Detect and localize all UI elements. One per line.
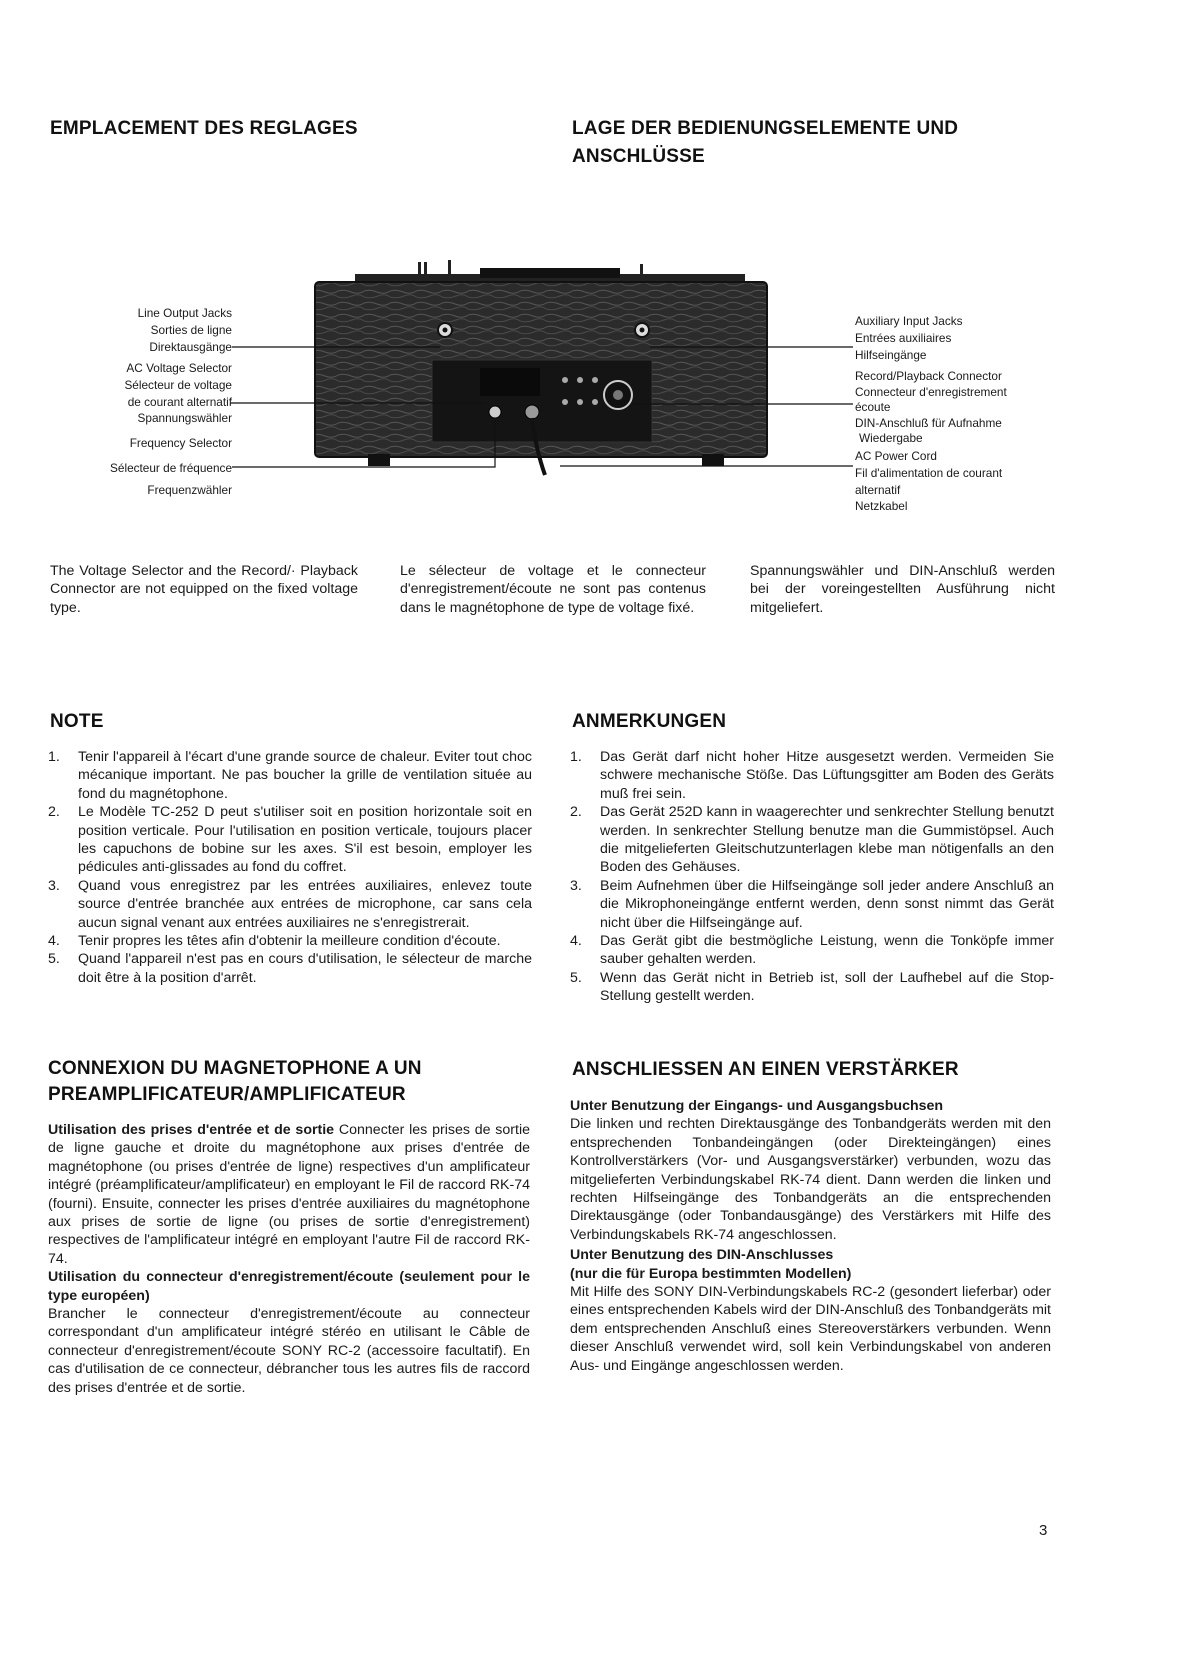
connexion-section-fr <box>48 1121 530 1397</box>
reel-spindle <box>424 262 427 276</box>
cabinet-foot <box>702 454 724 466</box>
heading-connexion-line2: PREAMPLIFICATEUR/AMPLIFICATEUR <box>48 1084 406 1105</box>
heading-anmerkungen: ANMERKUNGEN <box>572 711 727 732</box>
heading-connexion-line1: CONNEXION DU MAGNETOPHONE A UN <box>48 1058 422 1079</box>
list-item: 5. Quand l'appareil n'est pas en cours d'utilisation, le sélecteur de marche doit être à la position d'arrêt. <box>48 951 532 986</box>
page-number: 3 <box>1039 1522 1048 1539</box>
list-item: 4. Tenir propres les têtes afin d'obtenir la meilleure condition d'écoute. <box>48 933 501 950</box>
heading-lage-line2: ANSCHLÜSSE <box>572 146 705 167</box>
anschliessen-subheading-2: Unter Benutzung des DIN-Anschlusses <box>570 1247 834 1264</box>
label-frequency-selector-fr: Sélecteur de fréquence <box>110 461 232 475</box>
label-frequency-selector-en: Frequency Selector <box>129 436 232 450</box>
voltage-selector <box>480 368 540 396</box>
cabinet-foot <box>368 454 390 466</box>
label-record-playback-connector: Record/Playback Connector Connecteur d'enregistrement écoute DIN-Anschluß für Aufnahme Wiedergabe <box>855 369 1007 445</box>
connexion-paragraph-2: Brancher le connecteur d'enregistrement/écoute au connecteur correspondant d'un amplificateur intégré stéréo en utilisant le Câble de connecteur d'enregistrement/écoute SONY RC-2 (accessoire facultatif). En cas d'utilisation de ce connecteur, débrancher tous les autres fils de raccord des prises d'entrée et de sortie. <box>48 1306 530 1396</box>
list-item: 1. Tenir l'appareil à l'écart d'une grande source de chaleur. Eviter tout choc mécanique important. Ne pas boucher la grille de ventilation située au fond du magnétophone. <box>48 749 532 802</box>
anschliessen-subheading-1: Unter Benutzung der Eingangs- und Ausgangsbuchsen <box>570 1098 944 1114</box>
connexion-subheading-2: Utilisation du connecteur d'enregistrement/écoute (seulement pour le type européen) <box>48 1269 530 1304</box>
list-item: 3. Beim Aufnehmen über die Hilfseingänge soll jeder andere Anschluß an die Mikrophoneingänge entfernt werden, denn sonst nimmt das Gerät nicht über die Hilfseingänge auf. <box>570 877 1054 931</box>
list-item: 2. Das Gerät 252D kann in waagerechter und senkrechter Stellung benutzt werden. In senkrechter Stellung benutze man die Gummistöpsel. Auch die mitgelieferten Gleitschutzunterlagen klebe man nötigenfalls an den Boden des Gehäuses. <box>570 804 1054 876</box>
head-cover <box>480 268 620 278</box>
label-auxiliary-input-jacks: Auxiliary Input Jacks Entrées auxiliaires Hilfseingänge <box>855 314 963 362</box>
anschliessen-paragraph-1: Die linken und rechten Direktausgänge des Tonbandgeräts werden mit den entsprechenden Tonbandeingängen (oder Direkteingängen) eines Kontrollverstärkers (Vor- und Ausgangsverstärker) verbunden, wozu das mitgelieferten Verbindungskabel RK-74 dient. Dann werden die linken und rechten Hilfseingänge des Tonbandgeräts an die entsprechenden Direktausgänge (oder Tonbandausgänge) des Verstärkers mit Hilfe des Verbindungskabels RK-74 angeschlossen. <box>570 1116 1051 1243</box>
reel-spindle <box>418 262 421 276</box>
power-cord-grommet <box>525 405 539 419</box>
reel-spindle <box>448 260 451 276</box>
heading-note: NOTE <box>50 711 104 732</box>
list-item: 4. Das Gerät gibt die bestmögliche Leistung, wenn die Tonköpfe immer sauber gehalten werden. <box>570 933 1054 968</box>
heading-emplacement: EMPLACEMENT DES REGLAGES <box>50 118 358 139</box>
list-item: 5. Wenn das Gerät nicht in Betrieb ist, soll der Laufhebel auf die Stop-Stellung gestellt werden. <box>570 969 1054 1005</box>
note-list-de <box>568 748 1054 1006</box>
voltage-note-de: Spannungswähler und DIN-Anschluß werden bei der voreingestellten Ausführung nicht mitgeliefert. <box>750 563 1055 616</box>
anschliessen-subheading-2b: (nur die für Europa bestimmten Modellen) <box>570 1265 852 1282</box>
connexion-paragraph-1: Utilisation des prises d'entrée et de sortie Connecter les prises de sortie de ligne gauche et droite du magnétophone aux prises d'entrée de magnétophone (ou prises d'entrée de ligne) respectives d'un amplificateur intégré (préamplificateur/amplificateur) en employant le Fil de raccord RK-74 (fourni). Ensuite, connecter les prises d'entrée auxiliaires du magnétophone aux prises de sortie de ligne (ou prises de sortie d'enregistrement) respectives de l'amplificateur intégré en employant l'autre Fil de raccord RK-74. <box>48 1122 531 1267</box>
anschliessen-section-de <box>570 1097 1051 1375</box>
list-item: 1. Das Gerät darf nicht hoher Hitze ausgesetzt werden. Vermeiden Sie schwere mechanische Stöße. Das Lüftungsgitter am Boden des Geräts muß frei sein. <box>570 749 1054 802</box>
list-item: 2. Le Modèle TC-252 D peut s'utiliser soit en position horizontale soit en position verticale. Pour l'utilisation en position verticale, toujours placer les capuchons de bobine sur les axes. S'il est besoin, employer les pédicules anti-glissades au fond du coffret. <box>48 804 532 876</box>
voltage-note-en: The Voltage Selector and the Record/· Playback Connector are not equipped on the fixed voltage type. <box>50 563 358 616</box>
heading-lage-line1: LAGE DER BEDIENUNGSELEMENTE UND <box>572 118 959 139</box>
label-line-output-jacks: Line Output Jacks Sorties de ligne Direktausgänge <box>137 306 232 354</box>
reel-spindle <box>640 264 643 278</box>
heading-anschliessen: ANSCHLIESSEN AN EINEN VERSTÄRKER <box>572 1059 959 1080</box>
list-item: 3. Quand vous enregistrez par les entrées auxiliaires, enlevez toute source d'entrée branchée aux entrées de microphone, car sans cela aucun signal venant aux entrées auxiliaires ne s'enregistrerait. <box>48 877 532 931</box>
label-frequency-selector-de: Frequenzwähler <box>147 483 232 497</box>
label-ac-voltage-selector: AC Voltage Selector Sélecteur de voltage de courant alternatif Spannungswähler <box>124 361 232 426</box>
tape-recorder-rear-diagram <box>0 240 1179 500</box>
frequency-selector <box>489 406 501 418</box>
label-ac-power-cord: AC Power Cord Fil d'alimentation de courant alternatif Netzkabel <box>855 449 1003 514</box>
voltage-note-fr: Le sélecteur de voltage et le connecteur d'enregistrement/écoute ne sont pas contenus dans le magnétophone de type de voltage fixé. <box>400 563 706 616</box>
note-list-fr <box>46 748 532 987</box>
anschliessen-paragraph-2: Mit Hilfe des SONY DIN-Verbindungskabels RC-2 (gesondert lieferbar) oder eines entsprechenden Kabels wird der DIN-Anschluß des Tonbandgeräts mit dem entsprechenden Anschluß eines Stereoverstärkers verbunden. Wenn dieser Anschluß verwendet wird, soll kein Verbindungskabel von anderen Aus- und Eingänge angeschlossen werden. <box>570 1284 1051 1374</box>
